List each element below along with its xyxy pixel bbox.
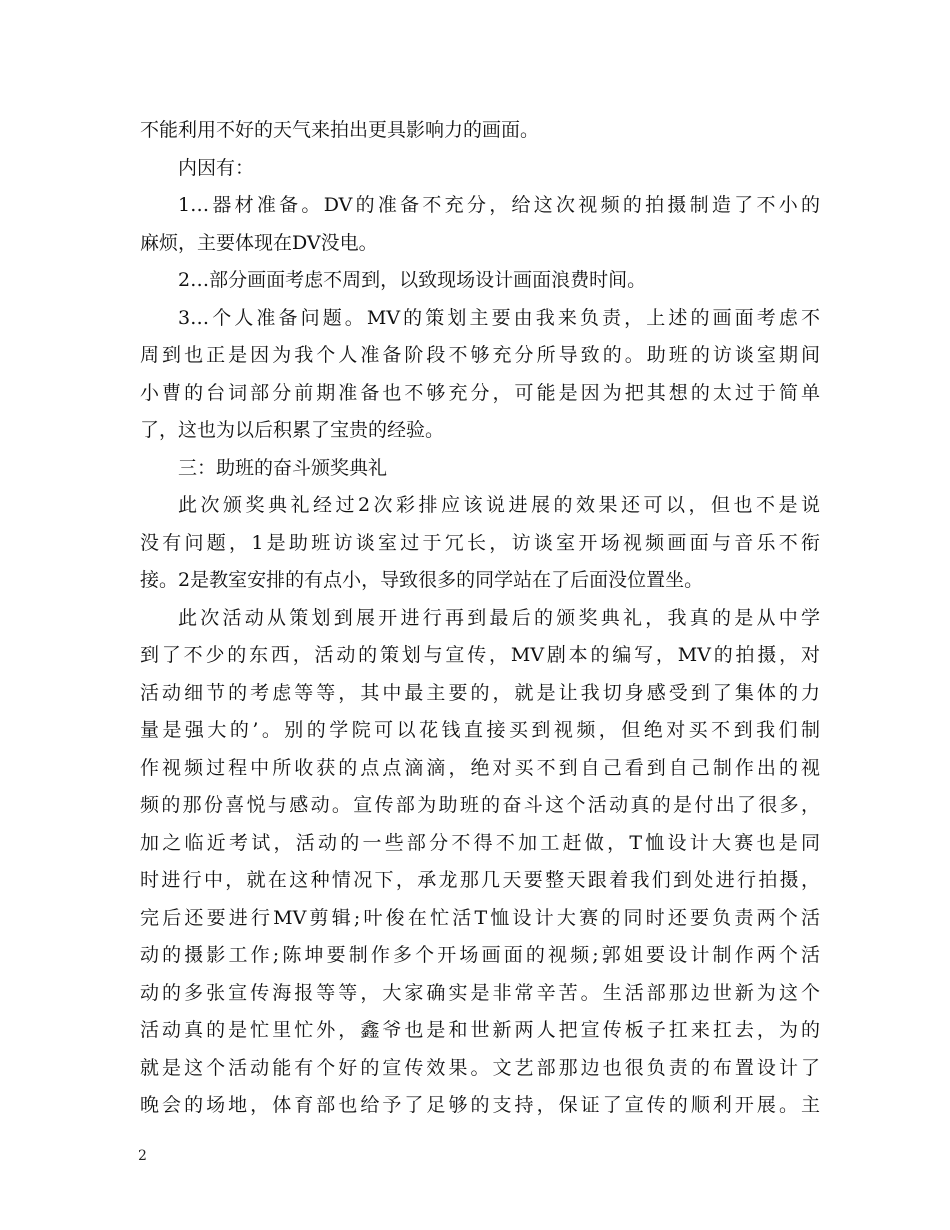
text-line: 不能利用不好的天气来拍出更具影响力的画面。 (140, 119, 540, 141)
text-line: 活动细节的考虑等等，其中最主要的，就是让我切身感受到了集体的力 (140, 681, 820, 704)
text-line: 晚会的场地，体育部也给予了足够的支持，保证了宣传的顺利开展。主 (140, 1094, 820, 1116)
text-line: 完后还要进行MV剪辑;叶俊在忙活T恤设计大赛的同时还要负责两个活 (140, 906, 820, 929)
text-line: 2…部分画面考虑不周到，以致现场设计画面浪费时间。 (178, 269, 647, 291)
text-line: 此次活动从策划到展开进行再到最后的颁奖典礼，我真的是从中学 (178, 606, 820, 629)
text-line: 了，这也为以后积累了宝贵的经验。 (140, 419, 445, 441)
text-line: 活动真的是忙里忙外，鑫爷也是和世新两人把宣传板子扛来扛去，为的 (140, 1019, 820, 1041)
text-line: 内因有： (178, 156, 255, 179)
section-heading: 三：助班的奋斗颁奖典礼 (178, 456, 388, 479)
text-line: 周到也正是因为我个人准备阶段不够充分所导致的。助班的访谈室期间 (140, 344, 820, 366)
text-line: 就是这个活动能有个好的宣传效果。文艺部那边也很负责的布置设计了 (140, 1056, 820, 1079)
text-line: 1…器材准备。DV的准备不充分，给这次视频的拍摄制造了不小的 (178, 194, 820, 216)
text-line: 动的摄影工作;陈坤要制作多个开场画面的视频;郭姐要设计制作两个活 (140, 944, 820, 966)
text-line: 加之临近考试，活动的一些部分不得不加工赶做，T恤设计大赛也是同 (140, 831, 820, 854)
text-line: 小曹的台词部分前期准备也不够充分，可能是因为把其想的太过于简单 (140, 381, 820, 404)
document-body (140, 112, 820, 1125)
text-line: 没有问题，1是助班访谈室过于冗长，访谈室开场视频画面与音乐不衔 (140, 531, 820, 554)
text-line: 到了不少的东西，活动的策划与宣传，MV剧本的编写，MV的拍摄，对 (140, 644, 820, 666)
text-line: 此次颁奖典礼经过2次彩排应该说进展的效果还可以，但也不是说 (178, 494, 820, 516)
text-line: 频的那份喜悦与感动。宣传部为助班的奋斗这个活动真的是付出了很多， (140, 794, 820, 816)
text-line: 麻烦，主要体现在DV没电。 (140, 231, 378, 254)
text-line: 作视频过程中所收获的点点滴滴，绝对买不到自己看到自己制作出的视 (140, 756, 820, 779)
text-line: 接。2是教室安排的有点小，导致很多的同学站在了后面没位置坐。 (140, 569, 704, 591)
text-line: 动的多张宣传海报等等，大家确实是非常辛苦。生活部那边世新为这个 (140, 981, 820, 1004)
text-line: 3…个人准备问题。MV的策划主要由我来负责，上述的画面考虑不 (178, 306, 820, 329)
text-line: 时进行中，就在这种情况下，承龙那几天要整天跟着我们到处进行拍摄， (140, 869, 820, 891)
text-line: 量是强大的’。别的学院可以花钱直接买到视频，但绝对买不到我们制 (140, 719, 820, 741)
page-number: 2 (138, 1148, 147, 1164)
